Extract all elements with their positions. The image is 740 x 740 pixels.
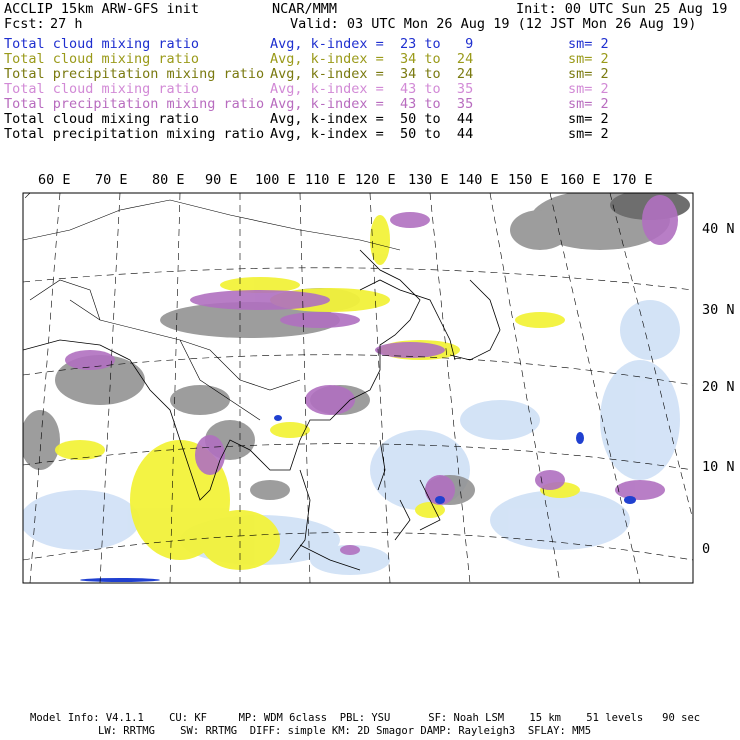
latitude-label: 0 — [702, 541, 711, 557]
valid-time: Valid: 03 UTC Mon 26 Aug 19 (12 JST Mon 26 Aug 19) — [290, 16, 697, 32]
field-stat: Avg, k-index = 23 to 9 — [270, 36, 474, 52]
field-name: Total precipitation mixing ratio — [4, 96, 265, 112]
field-stat: Avg, k-index = 50 to 44 — [270, 126, 474, 142]
forecast-hour: 27 h — [50, 16, 83, 32]
longitude-label: 150 E — [508, 172, 549, 188]
longitude-label: 90 E — [205, 172, 238, 188]
longitude-label: 80 E — [152, 172, 185, 188]
field-name: Total cloud mixing ratio — [4, 81, 200, 97]
field-smoothing: sm= 2 — [568, 81, 609, 97]
field-smoothing: sm= 2 — [568, 66, 609, 82]
field-name: Total cloud mixing ratio — [4, 111, 200, 127]
field-name: Total cloud mixing ratio — [4, 51, 200, 67]
longitude-label: 110 E — [305, 172, 346, 188]
longitude-label: 100 E — [255, 172, 296, 188]
longitude-label: 170 E — [612, 172, 653, 188]
field-smoothing: sm= 2 — [568, 96, 609, 112]
model-info-line2: LW: RRTMG SW: RRTMG DIFF: simple KM: 2D Smagor DAMP: Rayleigh3 SFLAY: MM5 — [98, 725, 592, 737]
field-smoothing: sm= 2 — [568, 126, 609, 142]
organization: NCAR/MMM — [272, 1, 338, 17]
field-smoothing: sm= 2 — [568, 51, 609, 67]
field-smoothing: sm= 2 — [568, 111, 609, 127]
latitude-label: 40 N — [702, 221, 735, 237]
field-stat: Avg, k-index = 34 to 24 — [270, 66, 474, 82]
init-time: Init: 00 UTC Sun 25 Aug 19 — [516, 1, 728, 17]
longitude-label: 130 E — [408, 172, 449, 188]
longitude-label: 70 E — [95, 172, 128, 188]
longitude-label: 120 E — [355, 172, 396, 188]
model-info-line1: Model Info: V4.1.1 CU: KF MP: WDM 6class PBL: YSU SF: Noah LSM 15 km 51 levels 90 sec — [30, 712, 701, 724]
model-title: ACCLIP 15km ARW-GFS init — [4, 1, 200, 17]
field-stat: Avg, k-index = 34 to 24 — [270, 51, 474, 67]
field-name: Total precipitation mixing ratio — [4, 66, 265, 82]
field-name: Total cloud mixing ratio — [4, 36, 200, 52]
field-stat: Avg, k-index = 43 to 35 — [270, 81, 474, 97]
field-stat: Avg, k-index = 50 to 44 — [270, 111, 474, 127]
field-smoothing: sm= 2 — [568, 36, 609, 52]
longitude-label: 160 E — [560, 172, 601, 188]
latitude-label: 20 N — [702, 379, 735, 395]
latitude-label: 30 N — [702, 302, 735, 318]
field-stat: Avg, k-index = 43 to 35 — [270, 96, 474, 112]
longitude-label: 60 E — [38, 172, 71, 188]
field-name: Total precipitation mixing ratio — [4, 126, 265, 142]
latitude-label: 10 N — [702, 459, 735, 475]
forecast-label: Fcst: — [4, 16, 45, 32]
longitude-label: 140 E — [458, 172, 499, 188]
